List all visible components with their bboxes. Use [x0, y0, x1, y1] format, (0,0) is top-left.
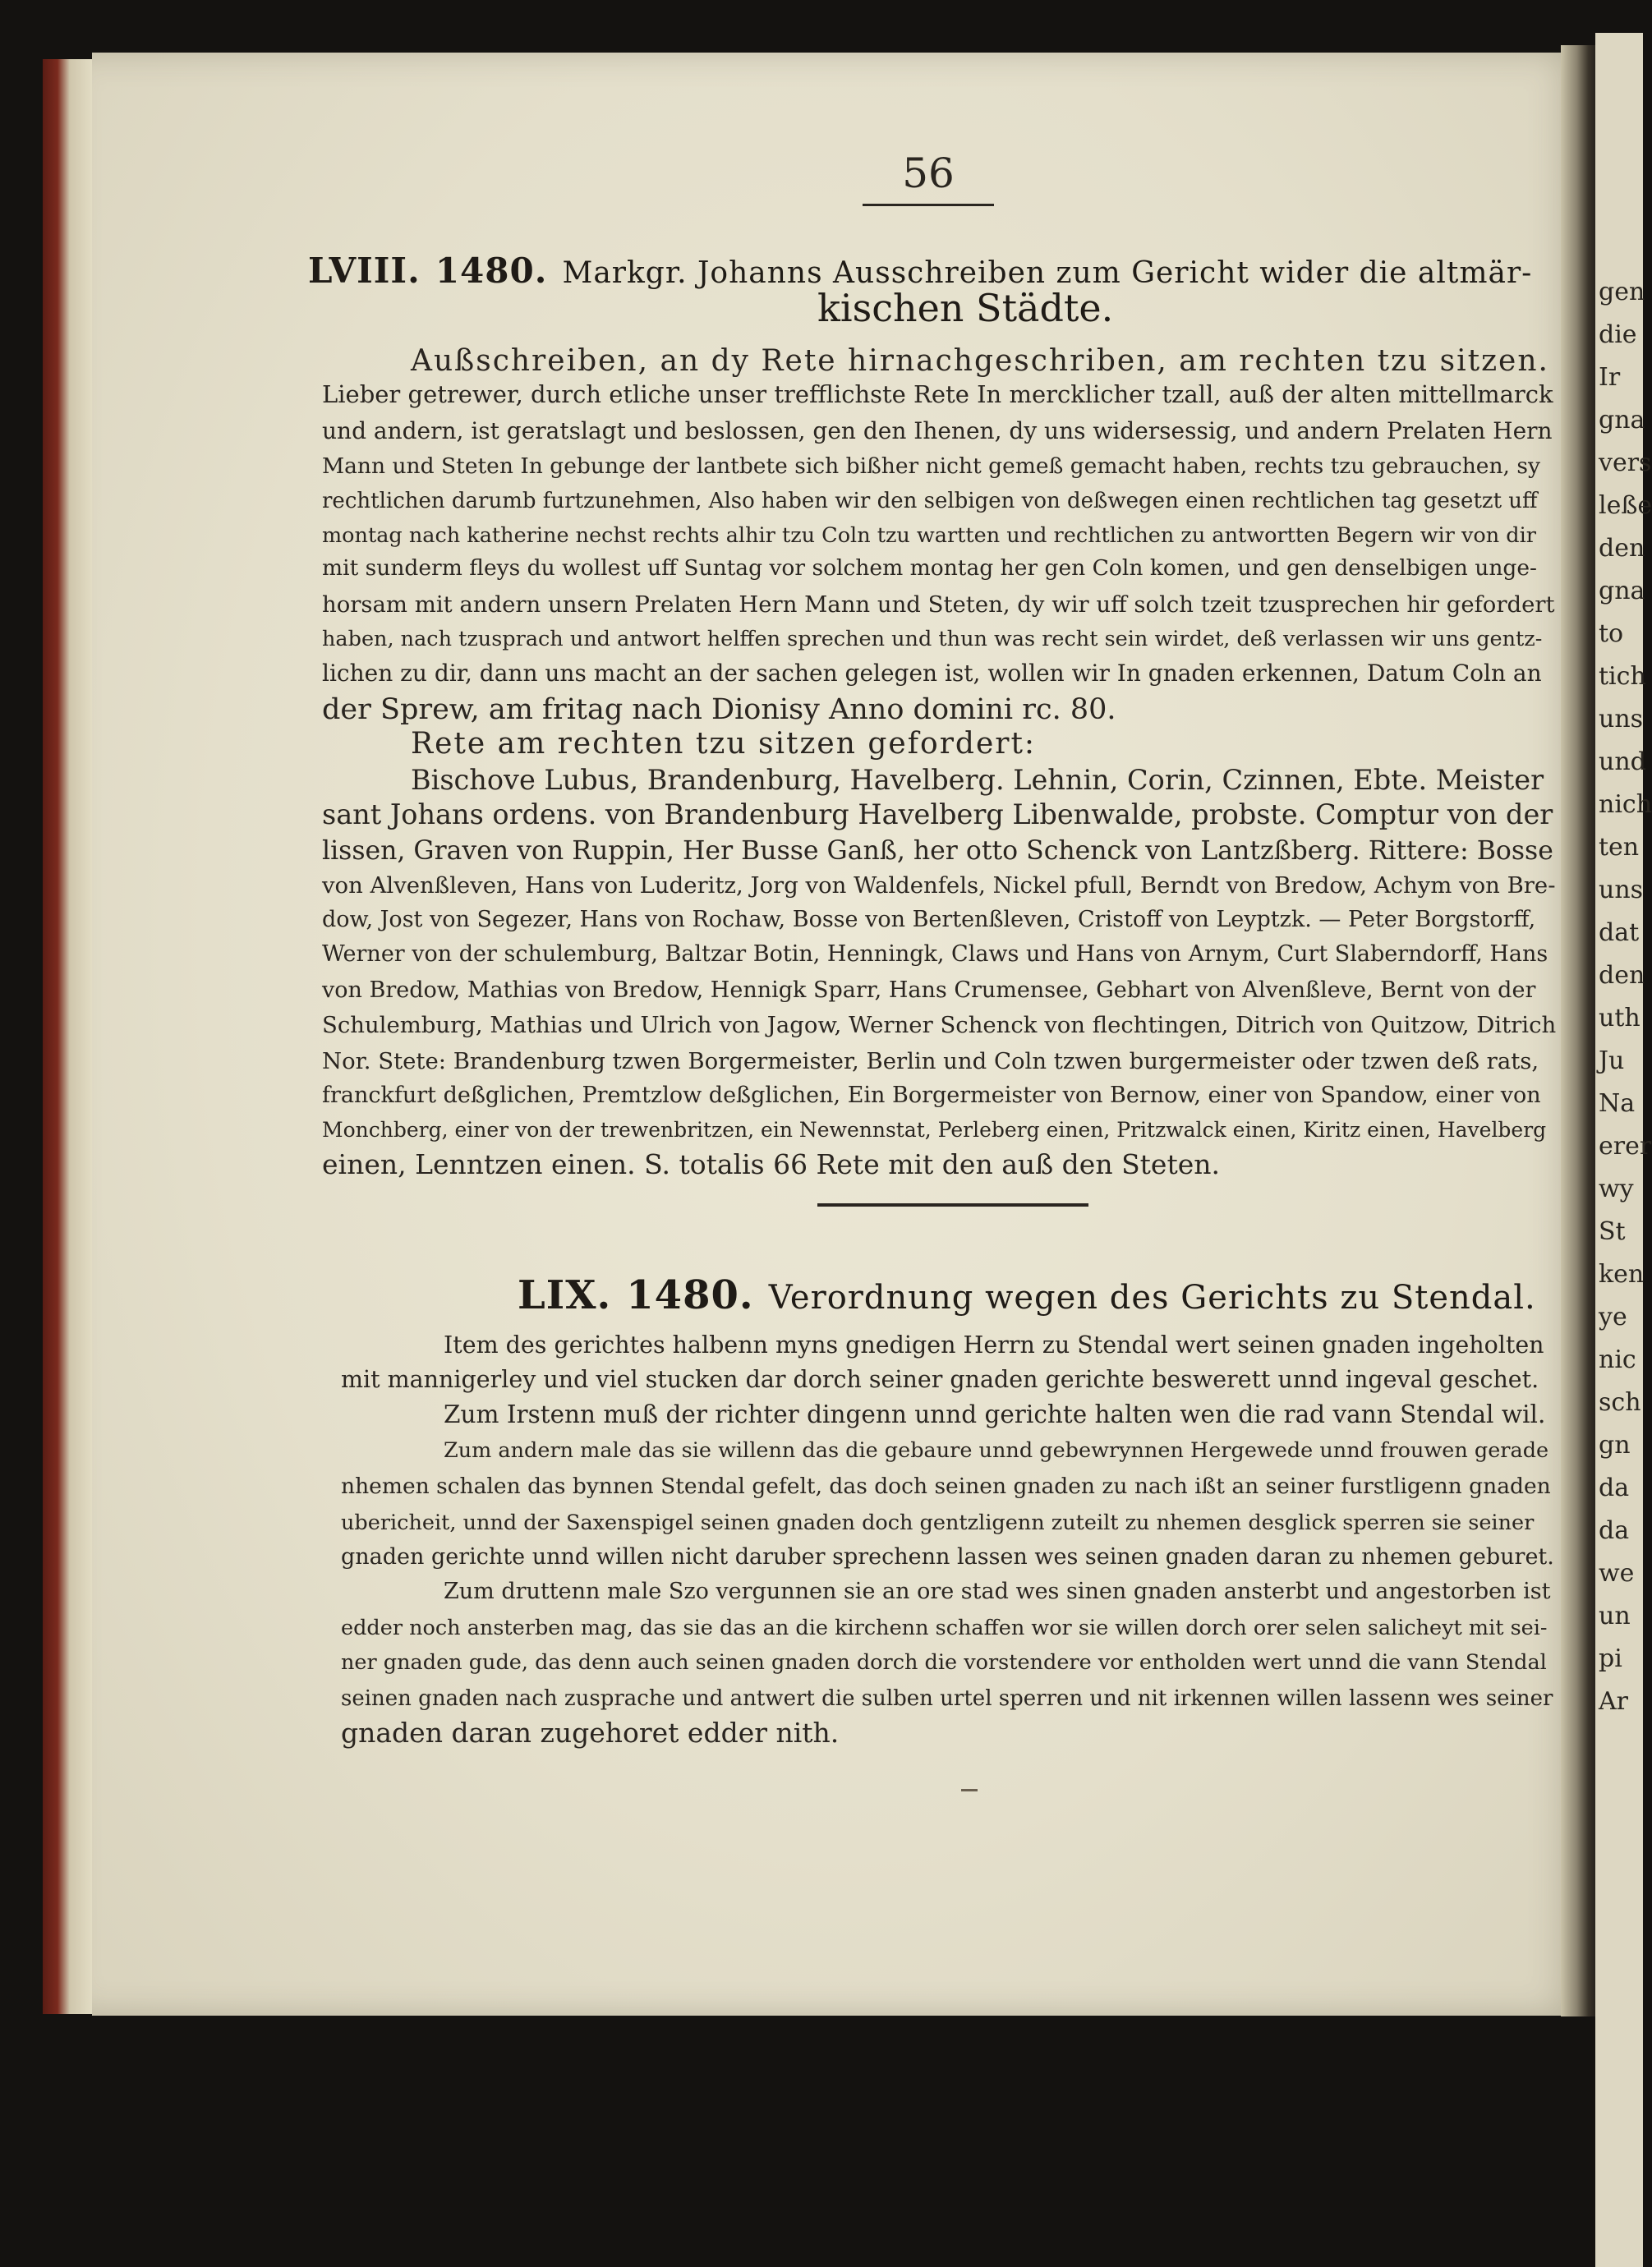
section1-title-line1: Markgr. Johanns Ausschreiben zum Gericht wider die altmär-: [562, 256, 1533, 290]
section1-line: Außschreiben, an dy Rete hirnachgeschriben, am rechten tzu sitzen.: [411, 344, 1549, 378]
next-page-word: gna: [1599, 577, 1645, 605]
next-page-word: vers: [1599, 448, 1652, 477]
next-page-word: gen: [1599, 278, 1645, 306]
next-page-word: da: [1599, 1516, 1630, 1545]
next-page-word: un: [1599, 1602, 1631, 1630]
section1-line: Lieber getrewer, durch etliche unser trefflichste Rete In mercklicher tzall, auß der alten mittellmarck: [322, 380, 1553, 408]
book-gutter: [1561, 45, 1600, 2016]
section2-line: Zum druttenn male Szo vergunnen sie an ore stad wes sinen gnaden ansterbt und angestorben ist: [444, 1579, 1551, 1604]
section2-line: Zum andern male das sie willenn das die gebaure unnd gebewrynnen Hergewede unnd frouwen gerade: [444, 1438, 1549, 1463]
next-page-word: nic: [1599, 1345, 1636, 1374]
next-page-word: leße: [1599, 491, 1652, 520]
section1-line: von Alvenßleven, Hans von Luderitz, Jorg von Waldenfels, Nickel pfull, Berndt von Bredow, Achym von Bre-: [322, 872, 1556, 899]
section1-line: dow, Jost von Segezer, Hans von Rochaw, Bosse von Bertenßleven, Cristoff von Leyptzk. — Peter Borgstorff,: [322, 907, 1536, 932]
section1-line: haben, nach tzusprach und antwort helffen sprechen und thun was recht sein wirdet, deß verlassen wir uns gentz-: [322, 627, 1543, 651]
next-page-word: pi: [1599, 1644, 1622, 1673]
section1-line: der Sprew, am fritag nach Dionisy Anno domini rc. 80.: [322, 693, 1116, 726]
next-page-word: to: [1599, 619, 1624, 648]
section2-line: seinen gnaden nach zusprache und antwert die sulben urtel sperren und nit irkennen willen lassenn wes seiner: [341, 1686, 1553, 1711]
section1-line: lichen zu dir, dann uns macht an der sachen gelegen ist, wollen wir In gnaden erkennen, Datum Coln an: [322, 660, 1542, 687]
section2-line: mit mannigerley und viel stucken dar dorch seiner gnaden gerichte beswerett unnd ingeval geschet.: [341, 1366, 1539, 1393]
section2-heading: [518, 1269, 1536, 1319]
section1-title-line2: kischen Städte.: [817, 286, 1114, 330]
next-page-word: ye: [1599, 1303, 1627, 1331]
section2-line: Item des gerichtes halbenn myns gnedigen Herrn zu Stendal wert seinen gnaden ingeholten: [444, 1331, 1544, 1359]
section2-line: gnaden daran zugehoret edder nith.: [341, 1717, 840, 1749]
next-page-word: we: [1599, 1559, 1635, 1588]
section2-line: nhemen schalen das bynnen Stendal gefelt, das doch seinen gnaden zu nach ißt an seiner furstligenn gnaden: [341, 1474, 1551, 1499]
section1-line: mit sunderm fleys du wollest uff Suntag vor solchem montag her gen Coln komen, und gen denselbigen unge-: [322, 555, 1537, 581]
section1-line: sant Johans ordens. von Brandenburg Havelberg Libenwalde, probste. Comptur von der: [322, 798, 1553, 830]
next-page-word: dat: [1599, 918, 1640, 947]
section1-year: 1480.: [435, 251, 548, 291]
section1-line: Werner von der schulemburg, Baltzar Botin, Henningk, Claws und Hans von Arnym, Curt Slaberndorff, Hans: [322, 941, 1548, 967]
section1-line: Monchberg, einer von der trewenbritzen, ein Newennstat, Perleberg einen, Pritzwalck einen, Kiritz einen, Havelberg: [322, 1118, 1547, 1142]
next-page-word: uth: [1599, 1004, 1640, 1032]
section1-line: rechtlichen darumb furtzunehmen, Also haben wir den selbigen von deßwegen einen rechtlichen tag gesetzt uff: [322, 489, 1538, 513]
section1-line: einen, Lenntzen einen. S. totalis 66 Rete mit den auß den Steten.: [322, 1148, 1220, 1180]
next-page-word: ten: [1599, 833, 1640, 862]
page-number-rule: [863, 204, 994, 206]
section2-line: ubericheit, unnd der Saxenspigel seinen gnaden doch gentzligenn zuteilt zu nhemen desglick sperren sie seiner: [341, 1511, 1535, 1535]
next-page-word: erer: [1599, 1132, 1652, 1161]
section2-line: gnaden gerichte unnd willen nicht daruber sprechenn lassen wes seinen gnaden daran zu nhemen geburet.: [341, 1544, 1554, 1570]
section1-line: franckfurt deßglichen, Premtzlow deßglichen, Ein Borgermeister von Bernow, einer von Spandow, einer von: [322, 1083, 1541, 1108]
section2-line: Zum Irstenn muß der richter dingenn unnd gerichte halten wen die rad vann Stendal wil.: [444, 1400, 1546, 1428]
next-page-word: gna: [1599, 406, 1645, 435]
section1-line: lissen, Graven von Ruppin, Her Busse Ganß, her otto Schenck von Lantzßberg. Rittere: Bosse: [322, 836, 1553, 866]
next-page-word: den: [1599, 534, 1645, 563]
next-page-fragment: [1595, 33, 1652, 2267]
next-page-word: Ar: [1599, 1687, 1629, 1716]
next-page-word: den: [1599, 961, 1645, 990]
section1-number: LVIII.: [308, 251, 421, 291]
next-page-word: Na: [1599, 1089, 1636, 1118]
next-page-word: Ju: [1599, 1046, 1625, 1075]
section1-line: montag nach katherine nechst rechts alhir tzu Coln tzu wartten und rechtlichen zu antwortten Begern wir von dir: [322, 523, 1536, 548]
book-edge-left: [43, 59, 92, 2014]
next-page-word: nich: [1599, 790, 1652, 819]
section2-title: Verordnung wegen des Gerichts zu Stendal.: [768, 1279, 1536, 1317]
page-number: 56: [902, 149, 955, 197]
next-page-word: Ir: [1599, 363, 1621, 392]
section2-line: ner gnaden gude, das denn auch seinen gnaden dorch die vorstendere vor entholden wert unnd die vann Stendal: [341, 1650, 1547, 1675]
section-divider: [817, 1203, 1088, 1207]
section2-line: edder noch ansterben mag, das sie das an die kirchenn schaffen wor sie willen dorch orer selen salicheyt mit sei-: [341, 1616, 1548, 1640]
next-page-word: uns: [1599, 876, 1644, 904]
section1-line: von Bredow, Mathias von Bredow, Hennigk Sparr, Hans Crumensee, Gebhart von Alvenßleve, Bernt von der: [322, 977, 1536, 1003]
next-page-word: sch: [1599, 1388, 1641, 1417]
next-page-word: und: [1599, 747, 1646, 776]
ornament-dash: [961, 1789, 978, 1791]
next-page-word: wy: [1599, 1175, 1634, 1203]
next-page-word: tich: [1599, 662, 1646, 691]
next-page-word: ken: [1599, 1260, 1645, 1289]
section1-line: Nor. Stete: Brandenburg tzwen Borgermeister, Berlin und Coln tzwen burgermeister oder tzwen deß rats,: [322, 1048, 1539, 1074]
next-page-word: die: [1599, 320, 1637, 349]
section1-line: horsam mit andern unsern Prelaten Hern Mann und Steten, dy wir uff solch tzeit tzusprechen hir gefordert: [322, 591, 1555, 618]
section1-line: Bischove Lubus, Brandenburg, Havelberg. Lehnin, Corin, Czinnen, Ebte. Meister: [411, 764, 1544, 796]
section1-line: Rete am rechten tzu sitzen gefordert:: [411, 727, 1037, 761]
section1-line: Mann und Steten In gebunge der lantbete sich bißher nicht gemeß gemacht haben, rechts tzu gebrauchen, sy: [322, 453, 1540, 479]
section1-line: Schulemburg, Mathias und Ulrich von Jagow, Werner Schenck von flechtingen, Ditrich von Quitzow, Ditrich: [322, 1012, 1557, 1038]
section1-line: und andern, ist geratslagt und beslossen, gen den Ihenen, dy uns widersessig, und andern Prelaten Hern: [322, 417, 1553, 444]
next-page-word: uns: [1599, 705, 1644, 733]
next-page-word: da: [1599, 1474, 1630, 1502]
next-page-word: St: [1599, 1217, 1626, 1246]
section2-year: 1480.: [626, 1272, 754, 1318]
next-page-word: gn: [1599, 1431, 1631, 1460]
section2-number: LIX.: [518, 1272, 612, 1318]
